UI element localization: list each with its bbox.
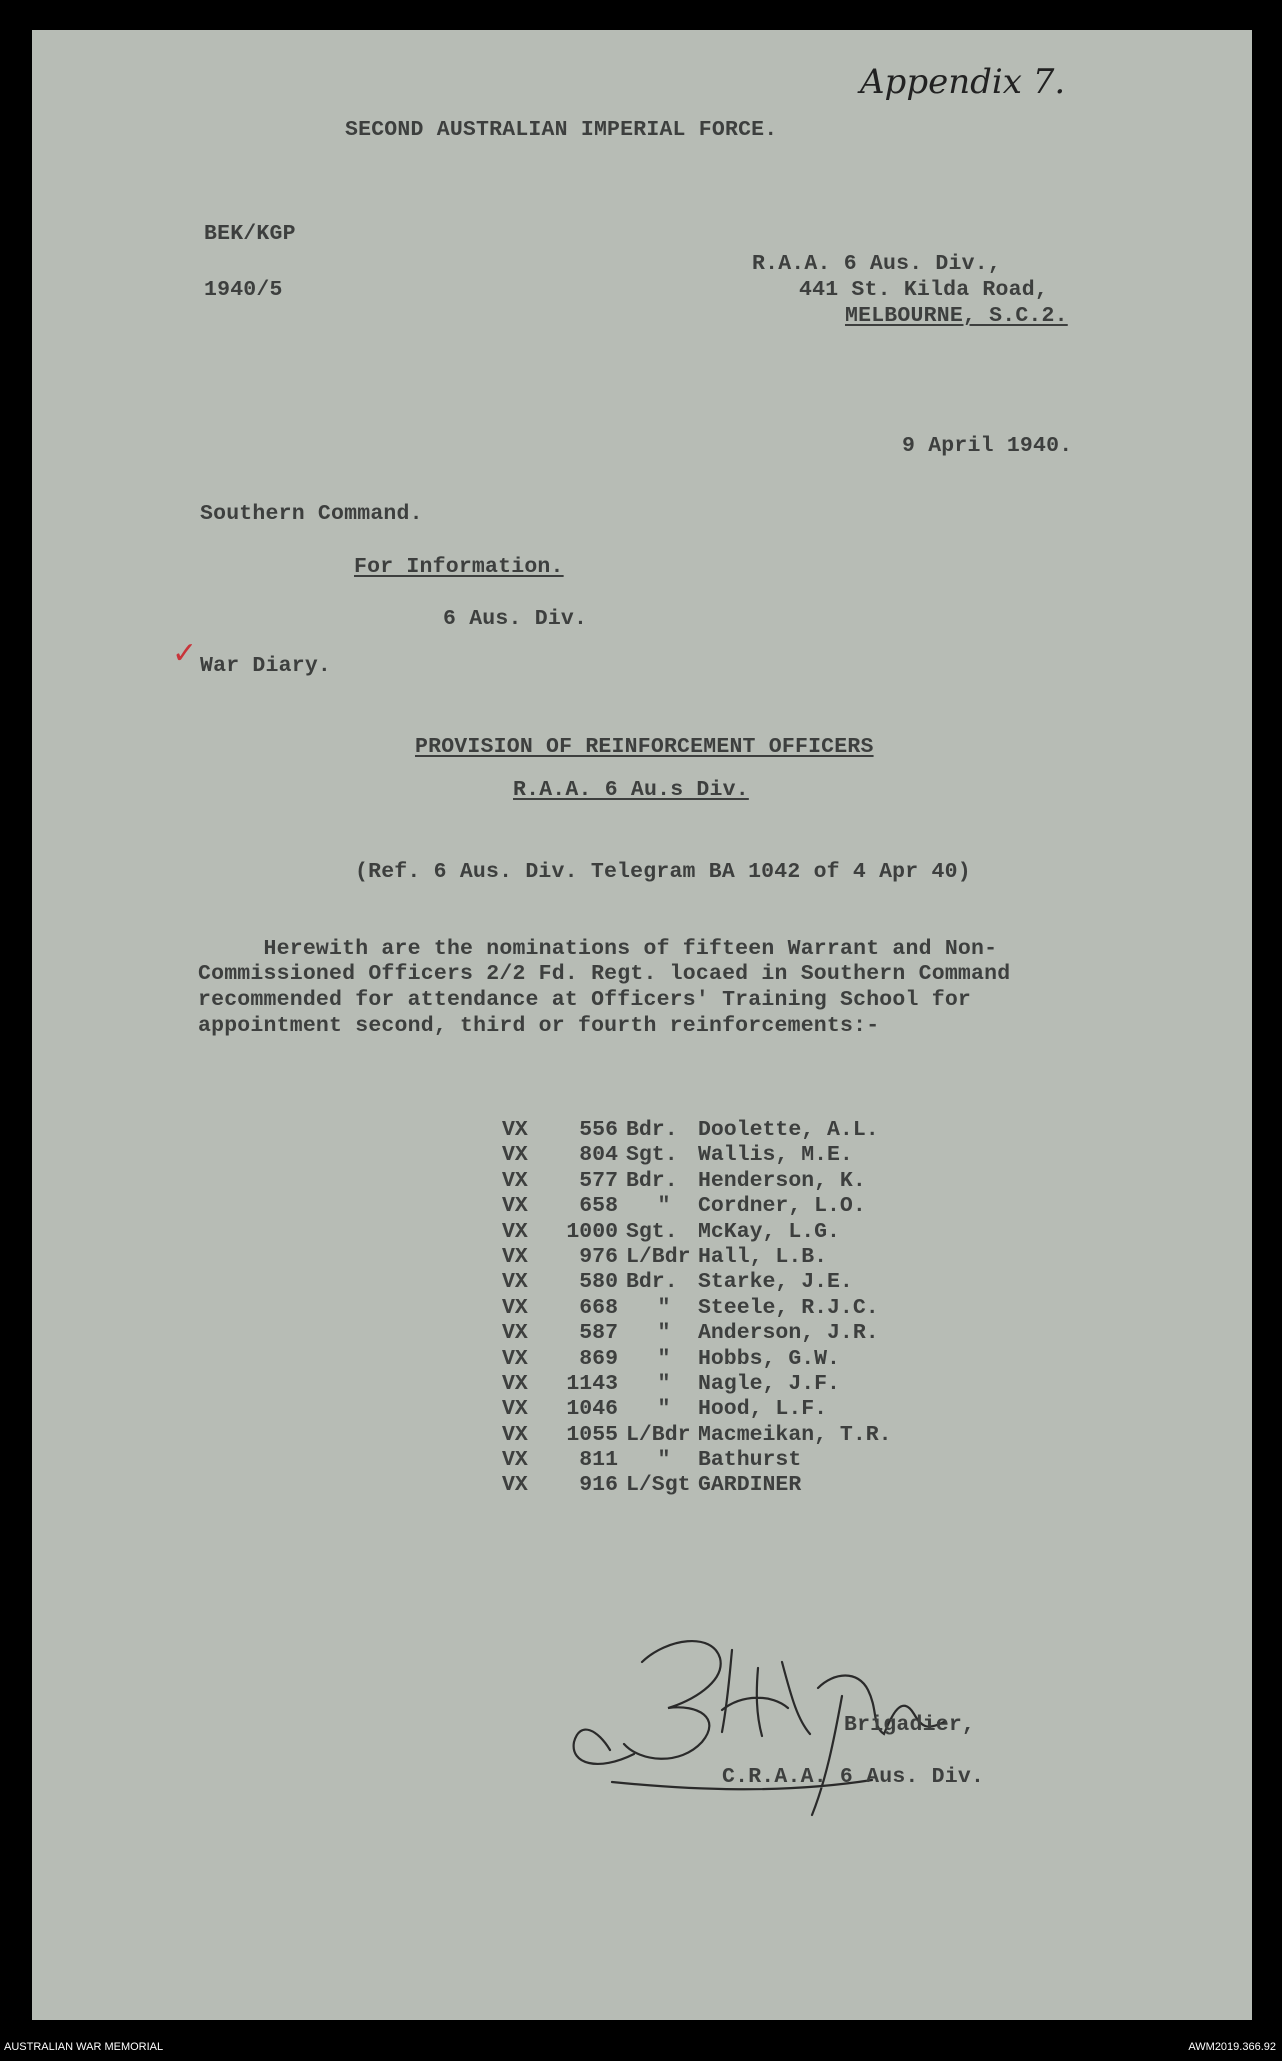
nominee-name: Cordner, L.O. bbox=[698, 1194, 866, 1219]
rank: Sgt. bbox=[626, 1143, 678, 1168]
service-number: 1143 bbox=[566, 1371, 618, 1396]
nominee-name: Hood, L.F. bbox=[698, 1397, 828, 1422]
service-prefix: VX bbox=[502, 1118, 528, 1142]
rank: " bbox=[657, 1371, 671, 1396]
service-number: 811 bbox=[579, 1448, 618, 1473]
service-number: 658 bbox=[579, 1194, 618, 1219]
rank: L/Bdr bbox=[626, 1422, 691, 1447]
handwritten-annotation: Appendix 7. bbox=[860, 62, 1066, 102]
service-number: 587 bbox=[579, 1321, 618, 1346]
service-prefix: VX bbox=[502, 1168, 528, 1193]
rank: Bdr. bbox=[626, 1168, 678, 1193]
nominee-name: Anderson, J.R. bbox=[698, 1321, 879, 1346]
signatory-position: C.R.A.A. 6 Aus. Div. bbox=[722, 1765, 985, 1789]
service-number: 556 bbox=[579, 1118, 618, 1142]
service-prefix: VX bbox=[502, 1371, 528, 1396]
nominee-name: McKay, L.G. bbox=[698, 1219, 840, 1244]
service-prefix: VX bbox=[502, 1346, 528, 1371]
nominee-name: Hall, L.B. bbox=[698, 1244, 828, 1269]
address-line-1: R.A.A. 6 Aus. Div., bbox=[752, 252, 1001, 276]
service-prefix: VX bbox=[502, 1321, 528, 1346]
nominee-name: Wallis, M.E. bbox=[698, 1143, 853, 1168]
rank: Bdr. bbox=[626, 1270, 678, 1295]
service-number: 916 bbox=[579, 1473, 618, 1498]
nominee-name: Hobbs, G.W. bbox=[698, 1346, 840, 1371]
nominee-name: Nagle, J.F. bbox=[698, 1371, 840, 1396]
nominee-name: Doolette, A.L. bbox=[698, 1118, 879, 1142]
reference-line: (Ref. 6 Aus. Div. Telegram BA 1042 of 4 Apr 40) bbox=[355, 860, 971, 884]
service-prefix: VX bbox=[502, 1194, 528, 1219]
signatory-rank: Brigadier, bbox=[844, 1713, 976, 1737]
letter-date: 9 April 1940. bbox=[902, 434, 1073, 458]
service-number: 577 bbox=[579, 1168, 618, 1193]
service-number: 1055 bbox=[566, 1422, 618, 1447]
service-prefix: VX bbox=[502, 1473, 528, 1498]
body-line-4: appointment second, third or fourth reinforcements:- bbox=[198, 1014, 880, 1038]
rank: " bbox=[657, 1194, 671, 1219]
service-number: 580 bbox=[579, 1270, 618, 1295]
service-prefix: VX bbox=[502, 1397, 528, 1422]
service-number: 668 bbox=[579, 1295, 618, 1320]
document-page bbox=[32, 30, 1252, 2020]
service-prefix: VX bbox=[502, 1143, 528, 1168]
nominee-name: Steele, R.J.C. bbox=[698, 1295, 879, 1320]
body-line-3: recommended for attendance at Officers' Training School for bbox=[198, 988, 972, 1012]
address-line-2: 441 St. Kilda Road, bbox=[799, 278, 1048, 302]
service-number: 804 bbox=[579, 1143, 618, 1168]
document-heading: SECOND AUSTRALIAN IMPERIAL FORCE. bbox=[345, 118, 778, 142]
info-recipient: 6 Aus. Div. bbox=[443, 607, 588, 631]
file-number: 1940/5 bbox=[204, 278, 283, 302]
service-number: 869 bbox=[579, 1346, 618, 1371]
rank: " bbox=[657, 1346, 671, 1371]
address-line-3: MELBOURNE, S.C.2. bbox=[845, 304, 1068, 328]
service-prefix: VX bbox=[502, 1244, 528, 1269]
subject-subtitle: R.A.A. 6 Au.s Div. bbox=[513, 778, 749, 802]
for-information-label: For Information. bbox=[354, 555, 564, 579]
rank: Sgt. bbox=[626, 1219, 678, 1244]
footer-left: AUSTRALIAN WAR MEMORIAL bbox=[4, 2041, 164, 2053]
rank: " bbox=[657, 1397, 671, 1422]
nominee-name: Henderson, K. bbox=[698, 1168, 866, 1193]
service-number: 1046 bbox=[566, 1397, 618, 1422]
service-prefix: VX bbox=[502, 1448, 528, 1473]
service-prefix: VX bbox=[502, 1219, 528, 1244]
nominee-name: Bathurst bbox=[698, 1448, 802, 1473]
subject-title: PROVISION OF REINFORCEMENT OFFICERS bbox=[415, 735, 874, 759]
rank: L/Bdr bbox=[626, 1244, 691, 1269]
footer-right: AWM2019.366.92 bbox=[1188, 2041, 1276, 2053]
rank: " bbox=[657, 1295, 671, 1320]
signature bbox=[632, 1636, 937, 1682]
service-number: 1000 bbox=[566, 1219, 618, 1244]
rank: Bdr. bbox=[626, 1118, 678, 1142]
service-prefix: VX bbox=[502, 1295, 528, 1320]
nominee-name: Macmeikan, T.R. bbox=[698, 1422, 892, 1447]
rank: " bbox=[657, 1448, 671, 1473]
service-prefix: VX bbox=[502, 1422, 528, 1447]
body-line-1: Herewith are the nominations of fifteen Warrant and Non- bbox=[198, 937, 998, 961]
reference-code: BEK/KGP bbox=[204, 222, 296, 246]
rank: " bbox=[657, 1321, 671, 1346]
service-number: 976 bbox=[579, 1244, 618, 1269]
nominee-name: Starke, J.E. bbox=[698, 1270, 853, 1295]
war-diary: War Diary. bbox=[200, 654, 332, 678]
service-prefix: VX bbox=[502, 1270, 528, 1295]
red-tick-icon: ✓ bbox=[172, 636, 198, 671]
nominee-name: GARDINER bbox=[698, 1473, 802, 1498]
rank: L/Sgt bbox=[626, 1473, 691, 1498]
archive-footer bbox=[0, 2034, 1282, 2061]
recipient: Southern Command. bbox=[200, 502, 423, 526]
body-line-2: Commissioned Officers 2/2 Fd. Regt. locaed in Southern Command bbox=[198, 962, 1011, 986]
